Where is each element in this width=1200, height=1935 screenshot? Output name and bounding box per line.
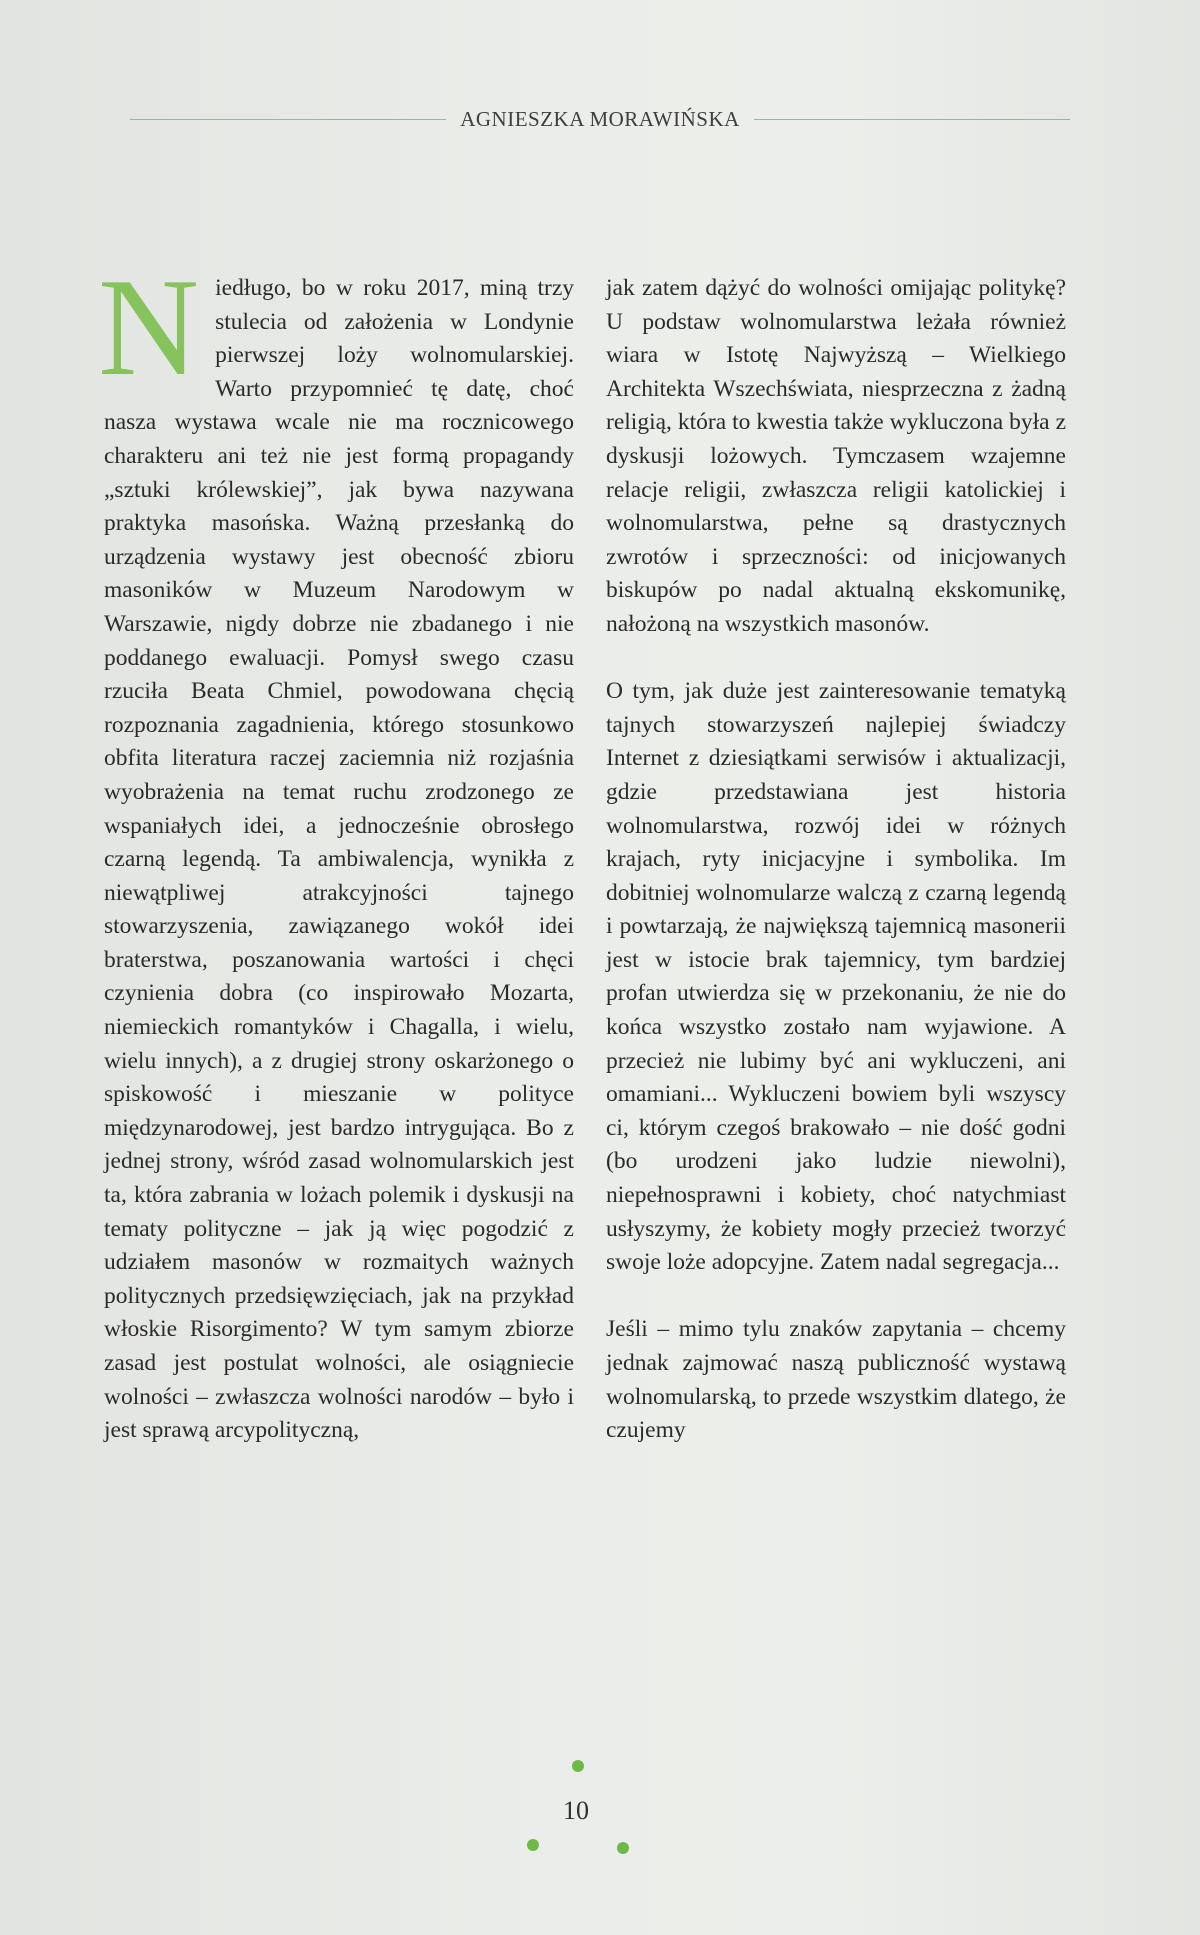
right-column — [606, 272, 1066, 1448]
left-paragraph — [98, 250, 574, 1448]
right-paragraph-2: O tym, jak duże jest zainteresowanie tematyką tajnych stowarzyszeń najlepiej świadczy Internet z dziesiątkami serwisów i aktualizacji, gdzie przedstawiana jest historia wolnomularstwa, rozwój idei w różnych krajach, ryty inicjacyjne i symbolika. Im dobitniej wolnomularze walczą z czarną legendą i powtarzają, że największą tajemnicą masonerii jest w istocie brak tajemnicy, tym bardziej profan utwierdza się w przekonaniu, że nie do końca wszystko zostało nam wyjawione. A przecież nie lubimy być ani wykluczeni, ani omamiani... Wykluczeni bowiem byli wszyscy ci, którym czegoś brakowało – nie dość godni (bo urodzeni jako ludzie niewolni), niepełnosprawni i kobiety, choć natychmiast usłyszymy, że kobiety mogły przecież tworzyć swoje loże adopcyjne. Zatem nadal segregacja... — [606, 678, 1066, 1276]
right-paragraph-3: Jeśli – mimo tylu znaków zapytania – chcemy jednak zajmować naszą publiczność wystawą wolnomularską, to przede wszystkim dlatego, że czujemy — [606, 1316, 1066, 1444]
author-name: AGNIESZKA MORAWIŃSKA — [460, 106, 740, 131]
left-paragraph-text: iedługo, bo w roku 2017, miną trzy stulecia od założenia w Londynie pierwszej loży wolnomularskiej. Warto przypomnieć tę datę, choć nasza wystawa wcale nie ma rocznicowego charakteru ani też nie jest formą propagandy „sztuki królewskiej”, jak bywa nazywana praktyka masońska. Ważną przesłanką do urządzenia wystawy jest obecność zbioru masoników w Muzeum Narodowym w Warszawie, nigdy dobrze nie zbadanego i nie poddanego ewaluacji. Pomysł swego czasu rzuciła Beata Chmiel, powodowana chęcią rozpoznania zagadnienia, którego stosunkowo obfita literatura raczej zaciemnia niż rozjaśnia wyobrażenia na temat ruchu zrodzonego ze wspaniałych idei, a jednocześnie obrosłego czarną legendą. Ta ambiwalencja, wynikła z niewątpliwej atrakcyjności tajnego stowarzyszenia, zawiązanego wokół idei braterstwa, poszanowania wartości i chęci czynienia dobra (co inspirowało Mozarta, niemieckich romantyków i Chagalla, i wielu, wielu innych), a z drugiej strony oskarżonego o spiskowość i mieszanie w polityce międzynarodowej, jest bardzo intrygująca. Bo z jednej strony, wśród zasad wolnomularskich jest ta, która zabrania w lożach polemik i dyskusji na tematy polityczne – jak ją więc pogodzić z udziałem masonów w rozmaitych ważnych politycznych przedsięwzięciach, jak na przykład włoskie Risorgimento? W tym samym zbiorze zasad jest postulat wolności, ale osiągniecie wolności – zwłaszcza wolności narodów – było i jest sprawą arcypolityczną, — [104, 275, 574, 1444]
ornament-dot-right — [617, 1842, 629, 1854]
page-number: 10 — [563, 1796, 589, 1825]
ornament-dot-left — [527, 1839, 539, 1851]
header-rule-left — [130, 119, 446, 120]
ornament-dot-top — [572, 1760, 584, 1772]
header-rule-right — [754, 119, 1070, 120]
drop-cap: N — [98, 250, 200, 405]
left-column — [98, 250, 574, 1448]
right-paragraph-1: jak zatem dążyć do wolności omijając politykę? U podstaw wolnomularstwa leżała również wiara w Istotę Najwyższą – Wielkiego Architekta Wszechświata, niesprzeczna z żadną religią, która to kwestia także wykluczona była z dyskusji lożowych. Tymczasem wzajemne relacje religii, zwłaszcza religii katolickiej i wolnomularstwa, pełne są drastycznych zwrotów i sprzeczności: od inicjowanych biskupów po nadal aktualną ekskomunikę, nałożoną na wszystkich masonów. — [606, 275, 1066, 637]
running-header — [130, 104, 1070, 134]
